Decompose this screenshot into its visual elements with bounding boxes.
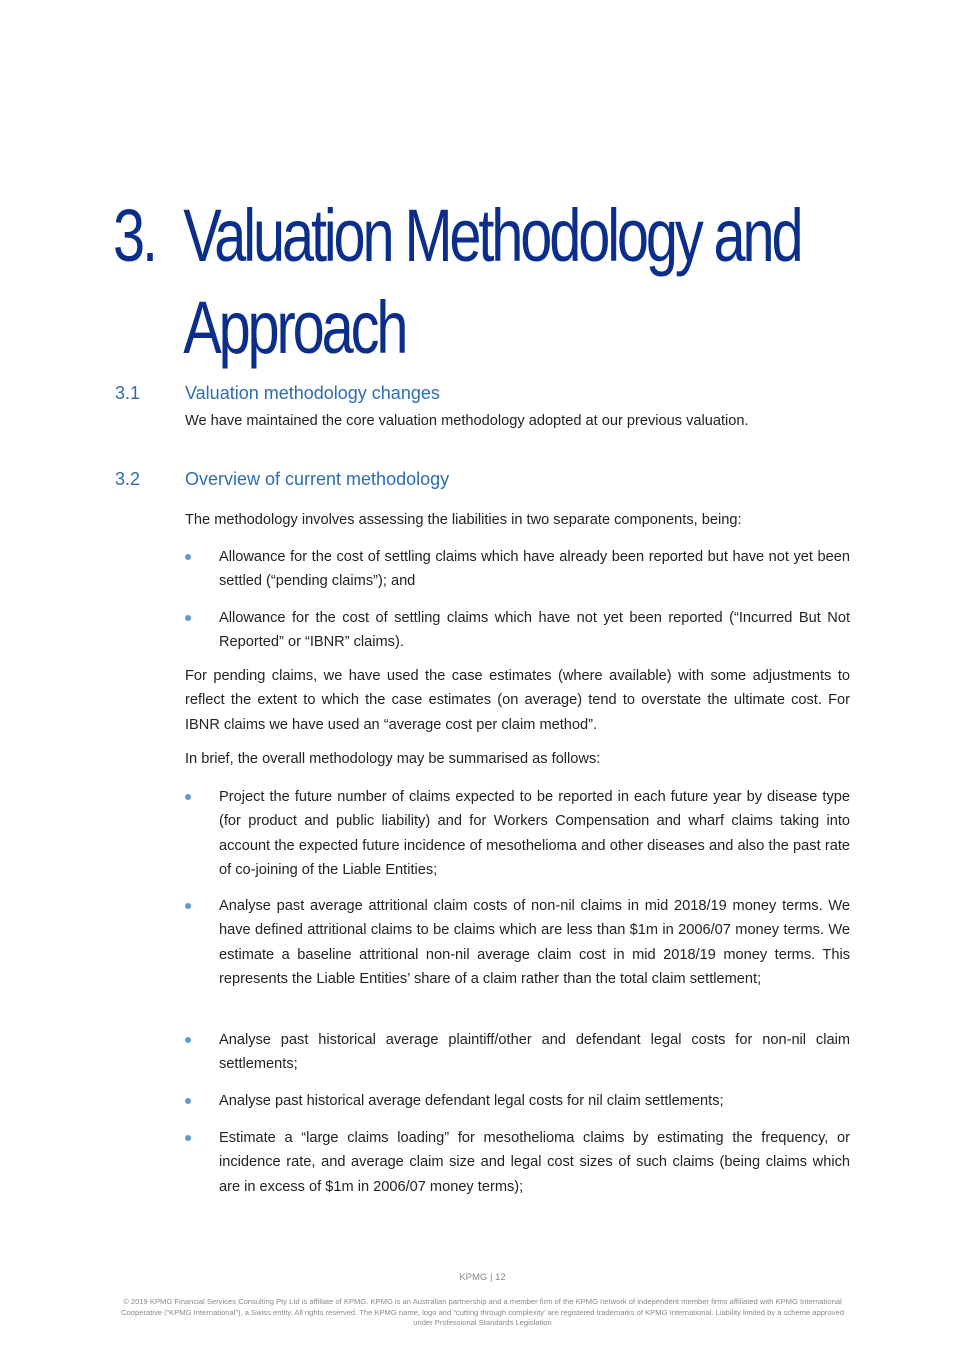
chapter-number: 3.	[113, 193, 155, 277]
paragraph-pending: For pending claims, we have used the case estimates (where available) with some adjustments to reflect the extent to which the case estimates (on average) tend to overstate the ultimate cost. For IBNR claims we have used an “average cost per claim method”.	[185, 668, 850, 733]
list-item: Allowance for the cost of settling claims which have not yet been reported (“Incurred But Not Reported” or “IBNR” claims).	[185, 606, 850, 655]
list-item: Project the future number of claims expected to be reported in each future year by disease type (for product and public liability) and for Workers Compensation and wharf claims taking into account the expected future incidence of mesothelioma and other diseases and also the past rate of co-joining of the Liable Entities;	[185, 785, 850, 882]
list-item: Analyse past historical average defendant legal costs for nil claim settlements;	[185, 1089, 850, 1113]
section-heading-3-1	[115, 381, 440, 405]
bullet-icon	[185, 903, 191, 909]
paragraph-intro: The methodology involves assessing the liabilities in two separate components, being:	[185, 512, 742, 528]
bullet-icon	[185, 1037, 191, 1043]
legal-notice: © 2019 KPMG Financial Services Consulting Pty Ltd is affiliate of KPMG. KPMG is an Australian partnership and a member firm of the KPMG network of independent member firms affiliated with KPMG International Cooperative (“KPMG International”), a Swiss entity. All rights reserved. The KPMG name, logo and “cutting through complexity’ are registered trademarks of KPMG International. Liability limited by a scheme approved under Professional Standards Legislation	[121, 1297, 844, 1327]
section-title: Valuation methodology changes	[185, 383, 440, 403]
chapter-title-line2: Approach	[183, 285, 406, 369]
bullet-icon	[185, 1135, 191, 1141]
list-item: Analyse past historical average plaintiff/other and defendant legal costs for non-nil claim settlements;	[185, 1028, 850, 1077]
bullet-icon	[185, 615, 191, 621]
section-heading-3-2	[115, 467, 449, 491]
section-number: 3.1	[115, 383, 141, 403]
bullet-icon	[185, 1098, 191, 1104]
chapter-title	[113, 190, 800, 374]
list-item: Allowance for the cost of settling claims which have already been reported but have not yet been settled (“pending claims”); and	[185, 545, 850, 594]
list-item: Estimate a “large claims loading” for mesothelioma claims by estimating the frequency, or incidence rate, and average claim size and legal cost sizes of such claims (being claims which are in excess of $1m in 2006/07 money terms);	[185, 1126, 850, 1199]
paragraph-brief: In brief, the overall methodology may be summarised as follows:	[185, 751, 601, 767]
section-title: Overview of current methodology	[185, 469, 450, 489]
list-item: Analyse past average attritional claim costs of non-nil claims in mid 2018/19 money terms. We have defined attritional claims to be claims which are less than $1m in 2006/07 money terms. We estimate a baseline attritional non-nil average claim cost in mid 2018/19 money terms. This represents the Liable Entities’ share of a claim rather than the total claim settlement;	[185, 894, 850, 991]
chapter-title-line1: Valuation Methodology and	[183, 193, 801, 277]
page-number: KPMG | 12	[459, 1272, 506, 1283]
bullet-icon	[185, 794, 191, 800]
paragraph: We have maintained the core valuation methodology adopted at our previous valuation.	[185, 413, 749, 429]
section-number: 3.2	[115, 469, 141, 489]
bullet-icon	[185, 554, 191, 560]
